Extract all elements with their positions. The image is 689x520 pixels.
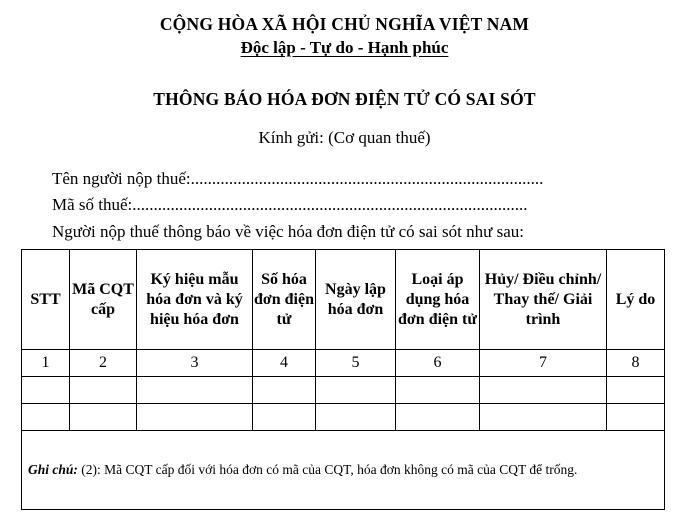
table-cell[interactable] [253,377,316,404]
column-number: 2 [70,350,137,377]
table-cell[interactable] [22,377,70,404]
table-cell[interactable] [137,377,253,404]
column-number-row [22,350,665,377]
column-number: 1 [22,350,70,377]
header-action: Hủy/ Điều chỉnh/ Thay thế/ Giải trình [480,250,607,350]
note-row [22,431,665,510]
header-invoice-date: Ngày lập hóa đơn [316,250,396,350]
taxpayer-name-field[interactable]: Tên người nộp thuế:................................................................................... [52,169,544,188]
error-invoice-table [21,249,665,510]
motto-text: Độc lập - Tự do - Hạnh phúc [240,38,449,57]
table-cell[interactable] [137,404,253,431]
national-title: CỘNG HÒA XÃ HỘI CHỦ NGHĨA VIỆT NAM [159,14,530,34]
document-title: THÔNG BÁO HÓA ĐƠN ĐIỆN TỬ CÓ SAI SÓT [153,89,536,109]
header-invoice-type: Loại áp dụng hóa đơn điện tử [396,250,480,350]
note-label: Ghi chú: [28,462,78,477]
column-number: 5 [316,350,396,377]
table-cell[interactable] [607,377,665,404]
tax-code-field[interactable]: Mã số thuế:............................................................................................. [52,195,528,214]
note-cell [22,431,665,510]
intro-text: Người nộp thuế thông báo về việc hóa đơn điện tử có sai sót như sau: [52,222,524,241]
table-cell[interactable] [316,404,396,431]
table-cell[interactable] [607,404,665,431]
table-cell[interactable] [396,377,480,404]
table-cell[interactable] [70,404,137,431]
header-stt: STT [22,250,70,350]
column-number: 4 [253,350,316,377]
note-text: (2): Mã CQT cấp đối với hóa đơn có mã của CQT, hóa đơn không có mã của CQT để trống. [77,462,578,477]
table-cell[interactable] [480,404,607,431]
table-cell[interactable] [22,404,70,431]
column-number: 6 [396,350,480,377]
table-cell[interactable] [396,404,480,431]
column-number: 8 [607,350,665,377]
column-number: 7 [480,350,607,377]
table-cell[interactable] [253,404,316,431]
table-cell[interactable] [480,377,607,404]
table-header-row [22,250,665,350]
national-motto [0,38,689,58]
header-invoice-number: Số hóa đơn điện tử [253,250,316,350]
table-cell[interactable] [316,377,396,404]
table-cell[interactable] [70,377,137,404]
header-reason: Lý do [607,250,665,350]
table-row [22,377,665,404]
header-invoice-symbol: Ký hiệu mẫu hóa đơn và ký hiệu hóa đơn [137,250,253,350]
column-number: 3 [137,350,253,377]
header-tax-authority-code: Mã CQT cấp [70,250,137,350]
table-row [22,404,665,431]
recipient-line: Kính gửi: (Cơ quan thuế) [258,128,431,147]
